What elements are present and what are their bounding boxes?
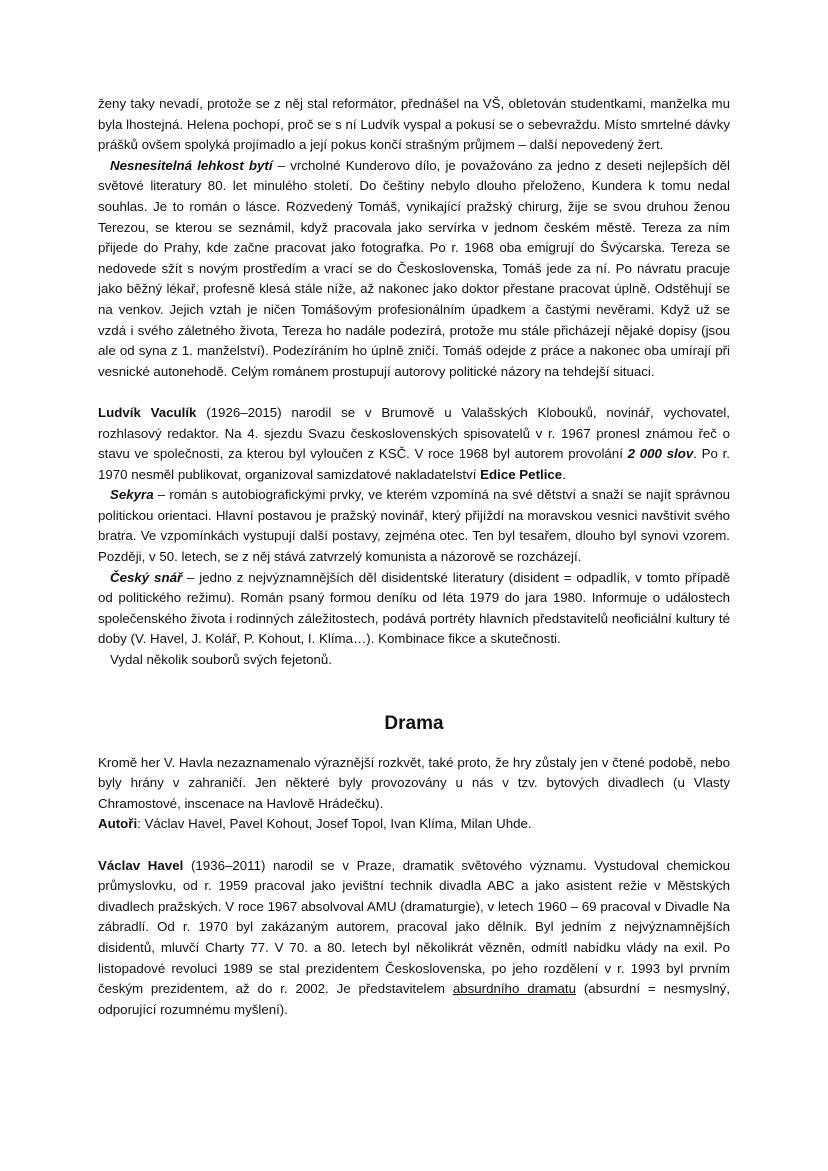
- term-underlined: absurdního dramatu: [452, 981, 576, 997]
- author-name: Ludvík Vaculík: [98, 404, 197, 420]
- paragraph-fejetony: [98, 650, 730, 671]
- work-title: Český snář: [110, 569, 183, 585]
- work-title: Nesnesitelná lehkost bytí: [110, 157, 273, 173]
- paragraph-text: (1936–2011) narodil se v Praze, dramatik světového významu. Vystudoval chemickou průmyslovku, od r. 1959 pracoval jako jevištní technik divadla ABC a jako asistent režie v Městských divadlech pražských. V roce 1967 absolvoval AMU (dramaturgie), v letech 1960 – 69 pracoval v Divadle Na zábradlí. Od r. 1970 byl zakázaným autorem, pracoval jako dělník. Byl jedním z nejvýznamnějších disidentů, mluvčí Charty 77. V 70. a 80. letech byl několikrát vězněn, odmítl nabídku vlády na exil. Po listopadové revoluci 1989 se stal prezidentem Československa, po jeho rozdělení v r. 1993 byl prvním českým prezidentem, až do r. 2002. Je představitelem: [98, 857, 730, 997]
- section-heading-drama: Drama: [384, 712, 444, 734]
- paragraph-text: – jedno z nejvýznamnějších děl disidentské literatury (disident = odpadlík, v tomto případě od politického režimu). Román psaný formou deníku od léta 1979 do jara 1980. Informuje o událostech společenského života i rodinných záležitostech, podává portréty hlavních představitelů neoficiální kultury té doby (V. Havel, J. Kolář, P. Kohout, I. Klíma…). Kombinace fikce a skutečnosti.: [98, 569, 731, 647]
- paragraph-sekyra: [98, 485, 730, 567]
- paragraph-text: (absurdní = nesmyslný, odporující rozumnému myšlení).: [98, 981, 731, 1017]
- spacer: [98, 671, 730, 711]
- authors-label: Autoři: [98, 816, 138, 832]
- paragraph-drama-intro: [98, 753, 730, 815]
- paragraph-text: Vydal několik souborů svých fejetonů.: [110, 652, 332, 668]
- paragraph-text: (1926–2015) narodil se v Brumově u Valašských Klobouků, novinář, vychovatel, rozhlasový redaktor. Na 4. sjezdu Svazu československých spisovatelů v r. 1967 pronesl známou řeč o stavu ve společnosti, za kterou byl vyloučen z KSČ. V roce 1968 byl autorem provolání: [98, 404, 730, 462]
- paragraph-text: .: [562, 466, 566, 482]
- paragraph-cesky-snar: [98, 568, 730, 650]
- paragraph-text: – román s autobiografickými prvky, ve kterém vzpomíná na své dětství a snaží se najít správnou politickou orientaci. Hlavní postavou je pražský novinář, který přijíždí na moravskou vesnici navštívit svého bratra. Ve vzpomínkách vystupují další postavy, zejména otec. Ten byl tesařem, dlouho byl synovi vzorem. Později, v 50. letech, se z něj stává zatvrzelý komunista a názorově se rozcházejí.: [98, 487, 730, 565]
- paragraph-text: – vrcholné Kunderovo dílo, je považováno za jedno z deseti nejlepších děl světové literatury 80. let minulého století. Do češtiny nebylo dlouho přeloženo, Kundera k tomu nedal souhlas. Je to román o lásce. Rozvedený Tomáš, vynikající pražský chirurg, žije se svou druhou ženou Terezou, se kterou se seznámil, když pracovala jako servírka v jednom českém městě. Tereza za ním přijede do Prahy, kde začne pracovat jako fotografka. Po r. 1968 oba emigrují do Švýcarska. Tereza se nedovede sžít s novým prostředím a vrací se do Československa, Tomáš jede za ní. Po návratu pracuje jako běžný lékař, profesně klesá stále níže, až nakonec jako doktor přestane pracovat úplně. Odstěhují se na venkov. Jejich vztah je ničen Tomášovým profesionálním úpadkem a častými nevěrami. Když už se vzdá i svého záletného života, Tereza ho nadále podezírá, protože mu stále přicházejí nějaké dopisy (jsou ale od syna z 1. manželství). Podezíráním ho úplně zničí. Tomáš odejde z práce a nakonec oba umírají při vesnické autonehodě. Celým románem prostupují autorovy politické názory na tehdejší situaci.: [98, 157, 730, 379]
- spacer: [98, 835, 730, 856]
- paragraph-authors-list: [98, 814, 730, 835]
- spacer: [98, 382, 730, 403]
- paragraph-vaculik-bio: [98, 403, 730, 485]
- author-name: Václav Havel: [98, 857, 184, 873]
- paragraph-text: : Václav Havel, Pavel Kohout, Josef Topol, Ivan Klíma, Milan Uhde.: [137, 816, 532, 832]
- paragraph-text: Kromě her V. Havla nezaznamenalo výraznější rozkvět, také proto, že hry zůstaly jen v čtené podobě, nebo byly hrány v zahraničí. Jen některé byly provozovány u nás v tzv. bytových divadlech (u Vlasty Chramostové, inscenace na Havlově Hrádečku).: [98, 754, 730, 811]
- paragraph-text: ženy taky nevadí, protože se z něj stal reformátor, přednášel na VŠ, obletován studentkami, manželka mu byla lhostejná. Helena pochopí, proč se s ní Ludvík vyspal a pokusí se o sebevraždu. Místo smrtelné dávky prášků ovšem spolyká projímadlo a její pokus končí strašným průjmem – další nepovedený žert.: [98, 96, 730, 153]
- paragraph-nesnesitelna-lehkost: [98, 156, 730, 383]
- publisher-name: Edice Petlice: [480, 466, 563, 482]
- paragraph-continuation: [98, 94, 730, 156]
- paragraph-text: . Po r. 1970 nesměl publikovat, organizoval samizdatové nakladatelství: [98, 446, 730, 482]
- work-title: 2 000 slov: [627, 446, 694, 462]
- paragraph-havel-bio: [98, 856, 730, 1021]
- work-title: Sekyra: [110, 487, 154, 503]
